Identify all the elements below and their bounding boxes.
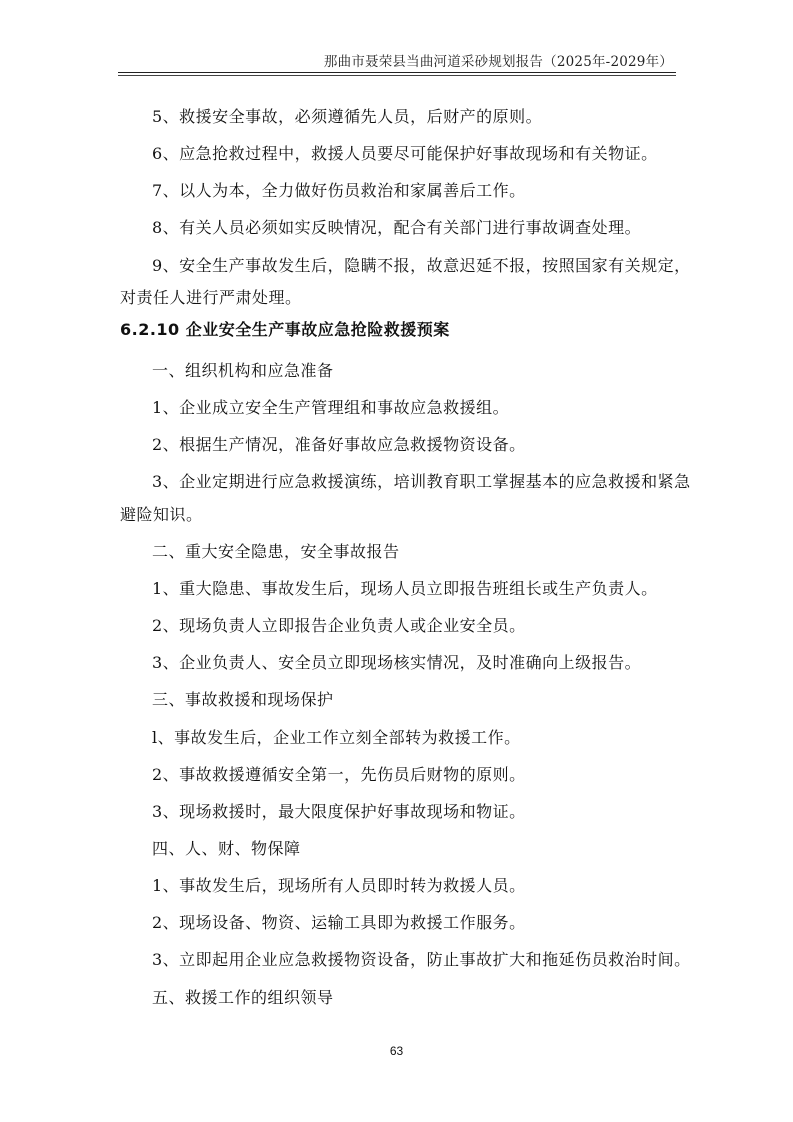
section-heading: 6.2.10 企业安全生产事故应急抢险救援预案	[120, 320, 450, 339]
paragraph-line: 8、有关人员必须如实反映情况，配合有关部门进行事故调查处理。	[152, 218, 642, 237]
paragraph-line-continuation: 对责任人进行严肃处理。	[120, 288, 302, 307]
paragraph-line: 6、应急抢救过程中，救援人员要尽可能保护好事故现场和有关物证。	[152, 144, 658, 163]
paragraph-line: 3、企业定期进行应急救援演练，培训教育职工掌握基本的应急救援和紧急	[152, 472, 691, 491]
subsection-heading: 五、救援工作的组织领导	[152, 988, 334, 1007]
paragraph-line: 7、以人为本，全力做好伤员救治和家属善后工作。	[152, 181, 526, 200]
header-rule	[118, 72, 676, 73]
page-number: 63	[389, 1044, 404, 1058]
paragraph-line: 9、安全生产事故发生后，隐瞒不报，故意迟延不报，按照国家有关规定，	[152, 256, 691, 275]
paragraph-line: 1、事故发生后，现场所有人员即时转为救援人员。	[152, 876, 526, 895]
paragraph-line: l、事故发生后，企业工作立刻全部转为救援工作。	[152, 728, 521, 747]
paragraph-line: 1、企业成立安全生产管理组和事故应急救援组。	[152, 398, 510, 417]
paragraph-line: 5、救援安全事故，必须遵循先人员，后财产的原则。	[152, 107, 543, 126]
paragraph-line: 3、立即起用企业应急救援物资设备，防止事故扩大和拖延伤员救治时间。	[152, 950, 691, 969]
subsection-heading: 一、组织机构和应急准备	[152, 361, 334, 380]
paragraph-line: 3、现场救援时，最大限度保护好事故现场和物证。	[152, 802, 526, 821]
paragraph-line: 2、事故救援遵循安全第一，先伤员后财物的原则。	[152, 765, 526, 784]
paragraph-line-continuation: 避险知识。	[120, 505, 203, 524]
paragraph-line: 1、重大隐患、事故发生后，现场人员立即报告班组长或生产负责人。	[152, 579, 658, 598]
paragraph-line: 3、企业负责人、安全员立即现场核实情况，及时准确向上级报告。	[152, 653, 642, 672]
paragraph-line: 2、现场设备、物资、运输工具即为救援工作服务。	[152, 913, 526, 932]
paragraph-line: 2、现场负责人立即报告企业负责人或企业安全员。	[152, 616, 526, 635]
subsection-heading: 三、事故救援和现场保护	[152, 690, 334, 709]
subsection-heading: 四、人、财、物保障	[152, 839, 301, 858]
paragraph-line: 2、根据生产情况，准备好事故应急救援物资设备。	[152, 435, 526, 454]
page-header-title: 那曲市聂荣县当曲河道采砂规划报告（2025年-2029年）	[323, 54, 673, 70]
header-rule-thin	[118, 75, 676, 76]
subsection-heading: 二、重大安全隐患，安全事故报告	[152, 542, 400, 561]
